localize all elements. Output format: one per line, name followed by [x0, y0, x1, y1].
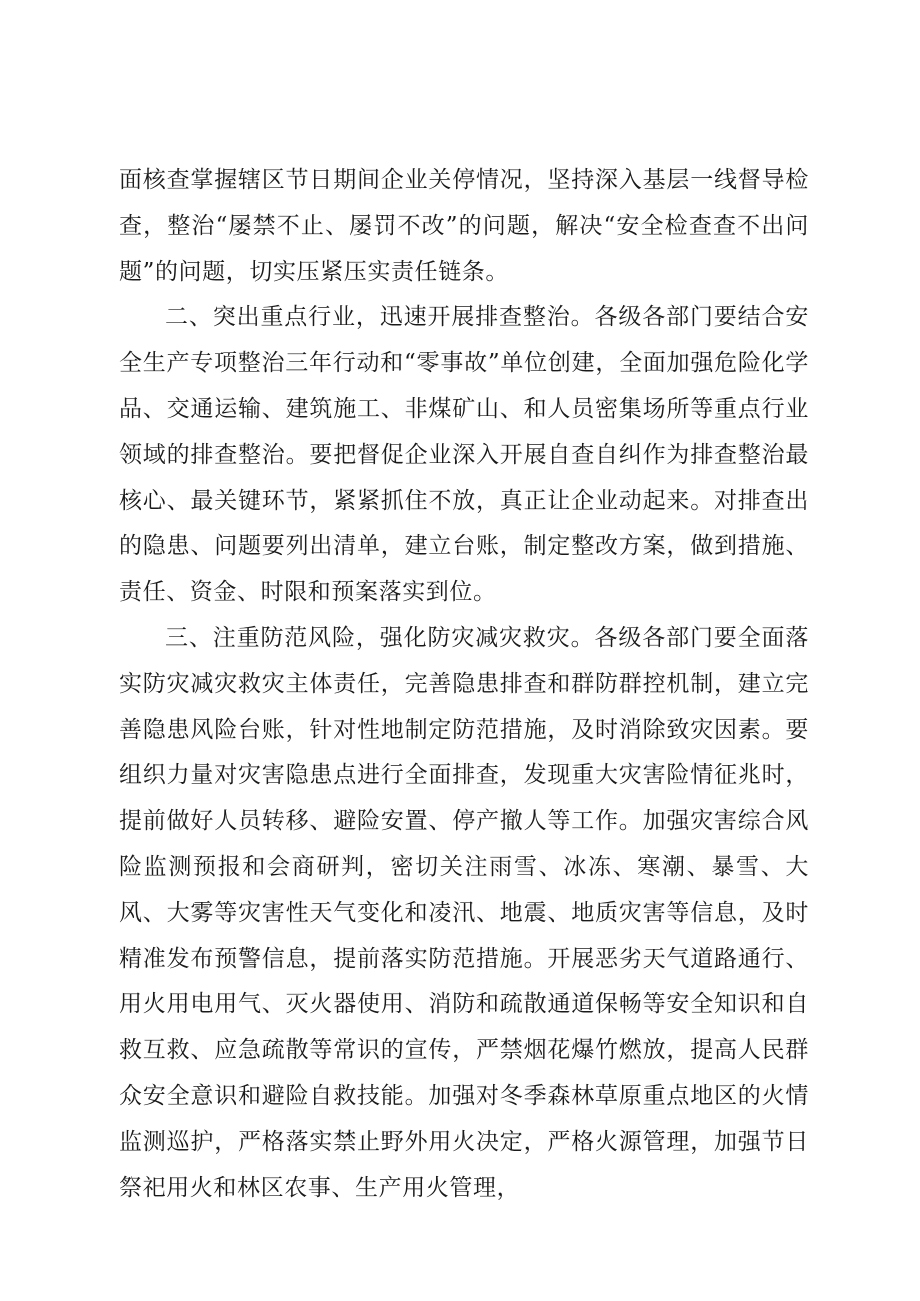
- paragraph-section-two: 二、突出重点行业，迅速开展排查整治。各级各部门要结合安全生产专项整治三年行动和“零事故”单位创建，全面加强危险化学品、交通运输、建筑施工、非煤矿山、和人员密集场所等重点行业领域的排查整治。要把督促企业深入开展自查自纠作为排查整治最核心、最关键环节，紧紧抓住不放，真正让企业动起来。对排查出的隐患、问题要列出清单，建立台账，制定整改方案，做到措施、责任、资金、时限和预案落实到位。: [119, 304, 809, 606]
- paragraph-section-three: 三、注重防范风险，强化防灾减灾救灾。各级各部门要全面落实防灾减灾救灾主体责任，完善隐患排查和群防群控机制，建立完善隐患风险台账，针对性地制定防范措施，及时消除致灾因素。要组织力量对灾害隐患点进行全面排查，发现重大灾害险情征兆时，提前做好人员转移、避险安置、停产撤人等工作。加强灾害综合风险监测预报和会商研判，密切关注雨雪、冰冻、寒潮、暴雪、大风、大雾等灾害性天气变化和凌汛、地震、地质灾害等信息，及时精准发布预警信息，提前落实防范措施。开展恶劣天气道路通行、用火用电用气、灭火器使用、消防和疏散通道保畅等安全知识和自救互救、应急疏散等常识的宣传，严禁烟花爆竹燃放，提高人民群众安全意识和避险自救技能。加强对冬季森林草原重点地区的火情监测巡护，严格落实禁止野外用火决定，严格火源管理，加强节日祭祀用火和林区农事、生产用火管理，: [119, 624, 809, 1201]
- paragraph-continued: 面核查掌握辖区节日期间企业关停情况，坚持深入基层一线督导检查，整治“屡禁不止、屡罚不改”的问题，解决“安全检查查不出问题”的问题，切实压紧压实责任链条。: [119, 167, 809, 285]
- document-body: [119, 158, 809, 1211]
